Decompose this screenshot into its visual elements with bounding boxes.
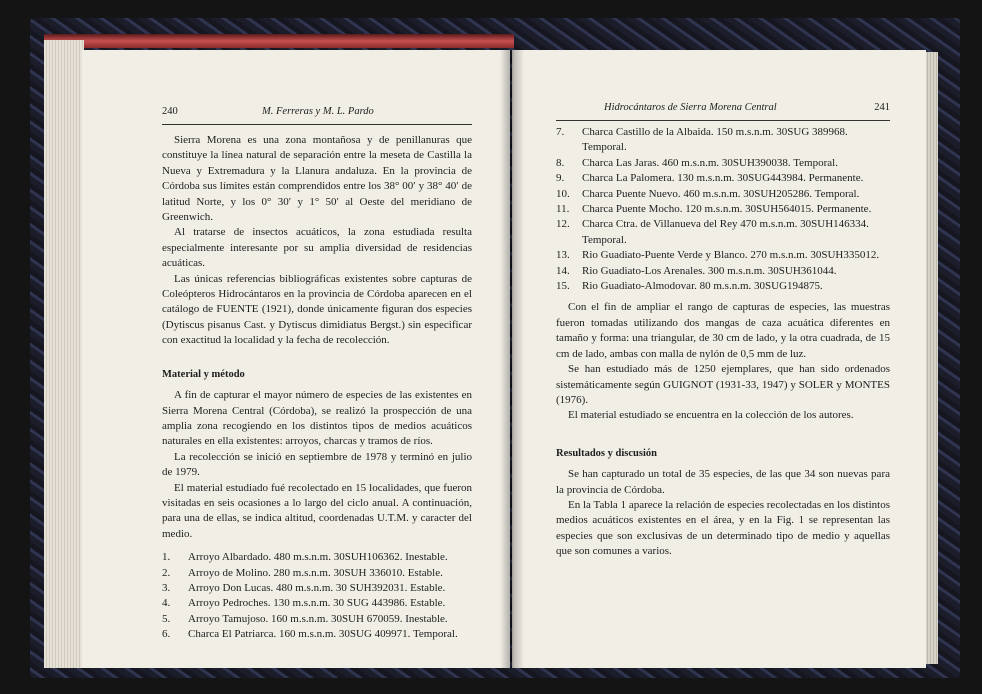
section-title-results: Resultados y discusión [556,447,657,459]
list-item: 2. Arroyo de Molino. 280 m.s.n.m. 30SUH 336010. Estable. [162,566,443,579]
paragraph: Se han capturado un total de 35 especies, de las que 34 son nuevas para la provincia de Córdoba. [556,468,890,496]
page-edge-red [44,34,514,48]
list-item: 3. Arroyo Don Lucas. 480 m.s.n.m. 30 SUH392031. Estable. [162,581,446,594]
paragraph: Con el fin de ampliar el rango de capturas de especies, las muestras fueron tomadas utilizando dos mangas de caza acuática diferentes en tamaño y forma: una triangular, de 30 cm de lado, y la otra cuadrada, de 15 cm de lado, ambas con malla de nylón de 0,5 mm de luz. [556,301,890,360]
list-item: 10. Charca Puente Nuevo. 460 m.s.n.m. 30SUH205286. Temporal. [556,187,860,200]
left-page-header [162,106,472,125]
list-item: 13. Rio Guadiato-Puente Verde y Blanco. 270 m.s.n.m. 30SUH335012. [556,249,880,262]
left-page-body [162,133,472,643]
list-item: 14. Rio Guadiato-Los Arenales. 300 m.s.n.m. 30SUH361044. [556,264,837,277]
running-head-right: Hidrocántaros de Sierra Morena Central [604,102,777,113]
list-item: 9. Charca La Palomera. 130 m.s.n.m. 30SUG443984. Permanente. [556,172,864,185]
paragraph: En la Tabla 1 aparece la relación de especies recolectadas en los distintos medios acuáticos existentes en el área, y en la Fig. 1 se representan las especies que son exclusivas de un determinado tipo de medio y aquellas que son comunes a varios. [556,498,890,558]
paragraph: Se han estudiado más de 1250 ejemplares, que han sido ordenados sistemáticamente según GUIGNOT (1931-33, 1947) y SOLER y MONTES (1976). [556,363,890,406]
list-item: 7. Charca Castillo de la Albaida. 150 m.s.n.m. 30SUG 389968. Temporal. [556,126,848,154]
list-item: 4. Arroyo Pedroches. 130 m.s.n.m. 30 SUG 443986. Estable. [162,597,446,610]
right-page-body [556,125,890,560]
paragraph: Sierra Morena es una zona montañosa y de penillanuras que constituye la línea natural de separación entre la meseta de Castilla la Nueva y Extremadura y la Llanura andaluza. En la provincia de Córdoba sus límites están comprendidos entre los 38° 00′ y 38° 40′ de latitud Norte, y los 0° 30′ y 1° 50′ al Oeste del meridiano de Greenwich. [162,134,472,224]
running-head-left: M. Ferreras y M. L. Pardo [262,106,374,117]
page-number-right: 241 [874,102,890,113]
list-item: 1. Arroyo Albardado. 480 m.s.n.m. 30SUH106362. Inestable. [162,551,448,564]
paragraph: El material estudiado se encuentra en la colección de los autores. [568,409,854,422]
locality-list-right [556,125,890,294]
paragraph: El material estudiado fué recolectado en 15 localidades, que fueron visitadas en seis ocasiones a lo largo del ciclo anual. A continuación, para una de ellas, se indica altitud, coordenadas U.T.M. y caracter del medio. [162,481,472,540]
section-title-material: Material y método [162,368,245,380]
paragraph: A fin de capturar el mayor número de especies de las existentes en Sierra Morena Central (Córdoba), se realizó la prospección de una amplia zona recogiendo en los distintos tipos de medios acuáticos naturales en ella existentes: arroyos, charcas y tramos de ríos. [162,389,472,448]
list-item: 11. Charca Puente Mocho. 120 m.s.n.m. 30SUH564015. Permanente. [556,203,872,216]
paragraph: Al tratarse de insectos acuáticos, la zona estudiada resulta especialmente interesante por su amplia diversidad de residencias acuáticas. [162,226,472,270]
list-item: 12. Charca Ctra. de Villanueva del Rey 470 m.s.n.m. 30SUH146334. Temporal. [556,218,869,246]
list-item: 15. Rio Guadiato-Almodovar. 80 m.s.n.m. 30SUG194875. [556,280,823,293]
page-number-left: 240 [162,106,178,117]
right-page-header [556,102,890,121]
list-item: 6. Charca El Patriarca. 160 m.s.n.m. 30SUG 409971. Temporal. [162,628,458,641]
list-item: 5. Arroyo Tamujoso. 160 m.s.n.m. 30SUH 670059. Inestable. [162,612,448,625]
paragraph: La recolección se inició en septiembre de 1978 y terminó en julio de 1979. [162,450,472,479]
list-item: 8. Charca Las Jaras. 460 m.s.n.m. 30SUH390038. Temporal. [556,156,838,169]
paragraph: Las únicas referencias bibliográficas existentes sobre capturas de Coleópteros Hidrocántaros en la provincia de Córdoba aparecen en el catálogo de FUENTE (1921), donde únicamente figuran dos especies (Dytiscus pisanus Cast. y Dytiscus dimidiatus Bergst.) sin especificar con exactitud la localidad y la fecha de recolección. [162,272,472,347]
left-page [82,50,510,668]
right-page [512,50,926,668]
page-stack-left [44,40,84,668]
locality-list-left [162,550,472,642]
